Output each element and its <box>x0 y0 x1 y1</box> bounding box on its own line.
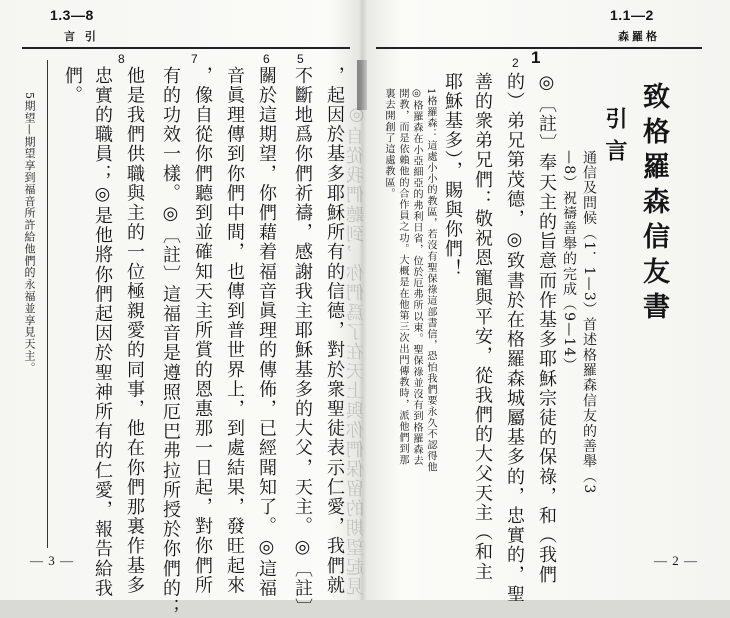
body-column: 善的衆弟兄們：敬祝恩寵與平安，從我們的大父天主（和主 <box>472 72 493 582</box>
body-column: 音眞理傳到你們中間，也傳到普世界上，到處結果，發旺起來 <box>224 66 245 596</box>
bleed-through-text: ◎自從我們聽到，你們爲了在天上與你們保留的期望起見 <box>346 104 367 597</box>
body-column: 關於這期望，你們藉着福音眞理的傳佈，已經聞知了。◎這福 <box>256 66 277 599</box>
body-column: 他是我們供職與主的一位極親愛的同事，他在你們那裏作基多 <box>124 66 145 596</box>
summary-line: 通信及問候（1．1—3）首述格羅森信友的善舉（3 <box>581 150 597 495</box>
right-header-code: 1.1—2 <box>610 7 654 23</box>
body-column: ◎〔註〕奉天主的旨意而作基多耶穌宗徒的保祿，和（我們 <box>536 72 557 585</box>
footnote-divider <box>47 60 48 548</box>
left-header-rule <box>22 47 350 49</box>
verse-number-5: 5 <box>297 52 304 66</box>
right-header-label: 森羅格 <box>618 30 660 43</box>
body-column: ，起因於基多耶穌所有的信德，對於衆聖徒表示仁愛，我們就 <box>324 66 345 596</box>
left-page-number: — 3 — <box>30 553 74 568</box>
body-column: 的）弟兄第茂德，◎致書於在格羅森城屬基多的，忠實的，聖 <box>504 72 525 605</box>
gutter-shadow <box>357 60 367 110</box>
verse-number-2: 2 <box>512 56 519 70</box>
book-title: 致格羅森信友書 <box>638 82 669 327</box>
body-column: 耶穌基多），賜與你們！ <box>442 72 463 279</box>
body-column: 們。 <box>62 66 83 106</box>
footnote: 5期望—期望享到福音所許給他們的永福並享見天主。 <box>23 92 36 374</box>
right-page-number: — 2 — <box>654 553 698 568</box>
left-header-code: 1.3—8 <box>50 7 94 23</box>
body-column: 不斷地爲你們祈禱，感謝我主耶穌基多的大父，天主。◎〔註〕 <box>292 66 313 618</box>
footnote: 開教，而是依賴他的合作員之功。大概是在他第三次出門傳教時，派他們到那 <box>397 88 408 466</box>
body-column: 有的功效一樣。◎〔註〕這福音是遵照厄巴弗拉所授於你們的； <box>160 66 181 618</box>
summary-line: —8）祝禱善舉的完成（9—14） <box>561 150 577 373</box>
verse-number-1: 1 <box>531 48 541 67</box>
left-header-label: 言 引 <box>64 30 99 43</box>
body-column: 忠實的職員；◎是他將你們起因於聖神所有的仁愛，報告給我 <box>92 66 113 599</box>
footnote: 1格羅森：這處小小的教區，若沒有聖保祿這部書信，恐怕我們要永久不認得他 <box>425 88 436 473</box>
verse-number-6: 6 <box>263 52 270 66</box>
section-heading: 引言 <box>602 107 628 171</box>
verse-number-7: 7 <box>191 52 198 66</box>
body-column: ，像自從你們聽到並確知天主所賞的恩惠那一日起，對你們所 <box>192 66 213 596</box>
footnote: 裏去開創了這處教區。 <box>383 88 394 199</box>
verse-number-8: 8 <box>118 52 125 66</box>
footnote: ◎格羅森在小亞細亞的弗利日省，位於厄弗所以東。聖保祿並沒有到格羅森去 <box>411 88 422 467</box>
